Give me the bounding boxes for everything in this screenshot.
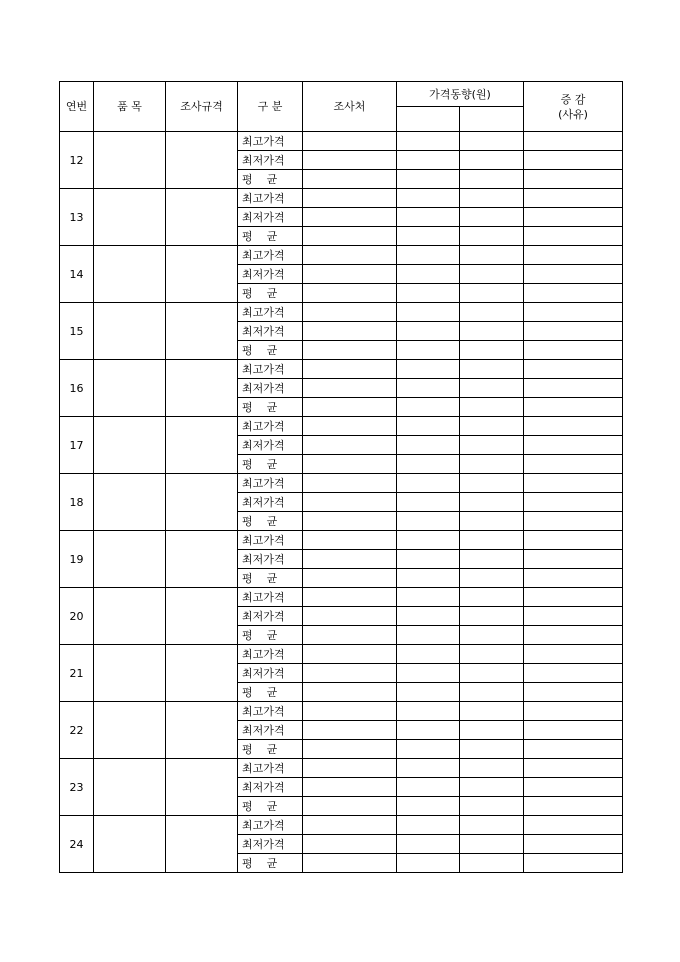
spec-cell[interactable]: [166, 417, 238, 474]
header-item: 품 목: [94, 82, 166, 132]
change-cell[interactable]: [524, 721, 623, 740]
price-trend-cell-1[interactable]: [397, 284, 460, 303]
item-cell[interactable]: [94, 303, 166, 360]
price-kind-label: 평 균: [238, 284, 303, 303]
price-trend-cell-1[interactable]: [397, 360, 460, 379]
price-trend-cell-1[interactable]: [397, 512, 460, 531]
price-trend-cell-1[interactable]: [397, 493, 460, 512]
price-trend-cell-1[interactable]: [397, 797, 460, 816]
header-change-reason: (사유): [558, 107, 588, 121]
price-trend-cell-2[interactable]: [460, 284, 524, 303]
survey-place-cell[interactable]: [303, 455, 397, 474]
survey-place-cell[interactable]: [303, 702, 397, 721]
survey-place-cell[interactable]: [303, 227, 397, 246]
price-trend-cell-1[interactable]: [397, 455, 460, 474]
table-row: [60, 189, 623, 208]
price-trend-cell-2[interactable]: [460, 455, 524, 474]
price-trend-cell-1[interactable]: [397, 379, 460, 398]
change-cell[interactable]: [524, 417, 623, 436]
spec-cell[interactable]: [166, 246, 238, 303]
price-trend-cell-2[interactable]: [460, 493, 524, 512]
price-trend-cell-1[interactable]: [397, 436, 460, 455]
price-kind-label: 최고가격: [238, 645, 303, 664]
price-trend-cell-1[interactable]: [397, 246, 460, 265]
spec-cell[interactable]: [166, 303, 238, 360]
price-trend-cell-2[interactable]: [460, 379, 524, 398]
survey-place-cell[interactable]: [303, 512, 397, 531]
price-kind-label: 최저가격: [238, 778, 303, 797]
price-kind-label: 평 균: [238, 512, 303, 531]
survey-place-cell[interactable]: [303, 246, 397, 265]
price-trend-cell-2[interactable]: [460, 341, 524, 360]
change-cell[interactable]: [524, 569, 623, 588]
survey-place-cell[interactable]: [303, 835, 397, 854]
price-trend-cell-2[interactable]: [460, 322, 524, 341]
price-trend-cell-1[interactable]: [397, 303, 460, 322]
price-trend-cell-1[interactable]: [397, 626, 460, 645]
change-cell[interactable]: [524, 702, 623, 721]
price-trend-cell-2[interactable]: [460, 170, 524, 189]
price-trend-cell-1[interactable]: [397, 816, 460, 835]
price-trend-cell-1[interactable]: [397, 151, 460, 170]
table-row: [60, 417, 623, 436]
price-trend-cell-2[interactable]: [460, 246, 524, 265]
price-trend-cell-1[interactable]: [397, 607, 460, 626]
item-cell[interactable]: [94, 645, 166, 702]
spec-cell[interactable]: [166, 759, 238, 816]
price-trend-cell-2[interactable]: [460, 569, 524, 588]
price-kind-label: 최고가격: [238, 588, 303, 607]
price-kind-label: 평 균: [238, 740, 303, 759]
serial-number-cell: 21: [60, 645, 94, 702]
change-cell[interactable]: [524, 626, 623, 645]
item-cell[interactable]: [94, 189, 166, 246]
price-trend-cell-2[interactable]: [460, 265, 524, 284]
item-cell[interactable]: [94, 702, 166, 759]
change-cell[interactable]: [524, 436, 623, 455]
price-trend-cell-2[interactable]: [460, 512, 524, 531]
price-kind-label: 평 균: [238, 626, 303, 645]
price-trend-cell-1[interactable]: [397, 531, 460, 550]
table-row: [60, 303, 623, 322]
survey-place-cell[interactable]: [303, 588, 397, 607]
price-kind-label: 최고가격: [238, 816, 303, 835]
survey-place-cell[interactable]: [303, 778, 397, 797]
price-kind-label: 평 균: [238, 398, 303, 417]
spec-cell[interactable]: [166, 588, 238, 645]
price-trend-cell-1[interactable]: [397, 398, 460, 417]
survey-place-cell[interactable]: [303, 569, 397, 588]
change-cell[interactable]: [524, 189, 623, 208]
price-trend-cell-2[interactable]: [460, 151, 524, 170]
table-row: [60, 588, 623, 607]
price-kind-label: 최저가격: [238, 436, 303, 455]
price-kind-label: 최저가격: [238, 151, 303, 170]
price-kind-label: 평 균: [238, 170, 303, 189]
price-trend-cell-2[interactable]: [460, 474, 524, 493]
survey-place-cell[interactable]: [303, 683, 397, 702]
change-cell[interactable]: [524, 797, 623, 816]
change-cell[interactable]: [524, 778, 623, 797]
serial-number-cell: 17: [60, 417, 94, 474]
price-kind-label: 최고가격: [238, 417, 303, 436]
survey-place-cell[interactable]: [303, 816, 397, 835]
price-trend-cell-1[interactable]: [397, 322, 460, 341]
serial-number-cell: 18: [60, 474, 94, 531]
price-kind-label: 평 균: [238, 341, 303, 360]
change-cell[interactable]: [524, 398, 623, 417]
price-kind-label: 최고가격: [238, 246, 303, 265]
serial-number-cell: 23: [60, 759, 94, 816]
survey-place-cell[interactable]: [303, 322, 397, 341]
change-cell[interactable]: [524, 759, 623, 778]
price-trend-cell-1[interactable]: [397, 683, 460, 702]
survey-place-cell[interactable]: [303, 721, 397, 740]
spec-cell[interactable]: [166, 702, 238, 759]
survey-place-cell[interactable]: [303, 379, 397, 398]
price-kind-label: 최저가격: [238, 607, 303, 626]
spec-cell[interactable]: [166, 474, 238, 531]
survey-place-cell[interactable]: [303, 284, 397, 303]
header-price-trend: 가격동향(원): [397, 82, 524, 107]
serial-number-cell: 15: [60, 303, 94, 360]
survey-place-cell[interactable]: [303, 170, 397, 189]
header-change: [524, 82, 623, 132]
change-cell[interactable]: [524, 683, 623, 702]
price-kind-label: 최고가격: [238, 132, 303, 151]
survey-place-cell[interactable]: [303, 607, 397, 626]
survey-place-cell[interactable]: [303, 132, 397, 151]
price-trend-cell-1[interactable]: [397, 740, 460, 759]
price-trend-cell-1[interactable]: [397, 417, 460, 436]
item-cell[interactable]: [94, 759, 166, 816]
change-cell[interactable]: [524, 512, 623, 531]
change-cell[interactable]: [524, 588, 623, 607]
price-kind-label: 최저가격: [238, 550, 303, 569]
price-trend-cell-1[interactable]: [397, 702, 460, 721]
price-trend-cell-2[interactable]: [460, 702, 524, 721]
spec-cell[interactable]: [166, 189, 238, 246]
change-cell[interactable]: [524, 284, 623, 303]
survey-place-cell[interactable]: [303, 417, 397, 436]
change-cell[interactable]: [524, 208, 623, 227]
change-cell[interactable]: [524, 816, 623, 835]
survey-place-cell[interactable]: [303, 664, 397, 683]
price-trend-cell-1[interactable]: [397, 550, 460, 569]
price-trend-cell-2[interactable]: [460, 835, 524, 854]
spec-cell[interactable]: [166, 531, 238, 588]
price-kind-label: 평 균: [238, 854, 303, 873]
change-cell[interactable]: [524, 379, 623, 398]
price-kind-label: 평 균: [238, 455, 303, 474]
price-trend-cell-2[interactable]: [460, 854, 524, 873]
change-cell[interactable]: [524, 531, 623, 550]
price-trend-cell-2[interactable]: [460, 227, 524, 246]
price-trend-cell-2[interactable]: [460, 816, 524, 835]
change-cell[interactable]: [524, 227, 623, 246]
survey-place-cell[interactable]: [303, 493, 397, 512]
price-kind-label: 최고가격: [238, 474, 303, 493]
price-trend-cell-1[interactable]: [397, 664, 460, 683]
header-category: 구 분: [238, 82, 303, 132]
change-cell[interactable]: [524, 550, 623, 569]
serial-number-cell: 14: [60, 246, 94, 303]
change-cell[interactable]: [524, 151, 623, 170]
price-trend-cell-2[interactable]: [460, 189, 524, 208]
item-cell[interactable]: [94, 474, 166, 531]
table-row: [60, 759, 623, 778]
price-trend-cell-2[interactable]: [460, 683, 524, 702]
change-cell[interactable]: [524, 474, 623, 493]
price-trend-cell-2[interactable]: [460, 398, 524, 417]
price-trend-cell-2[interactable]: [460, 208, 524, 227]
spec-cell[interactable]: [166, 360, 238, 417]
price-trend-cell-2[interactable]: [460, 588, 524, 607]
header-change-label: 증 감: [560, 92, 586, 106]
price-trend-cell-1[interactable]: [397, 778, 460, 797]
price-kind-label: 최저가격: [238, 379, 303, 398]
survey-place-cell[interactable]: [303, 398, 397, 417]
price-trend-cell-1[interactable]: [397, 227, 460, 246]
spec-cell[interactable]: [166, 816, 238, 873]
survey-place-cell[interactable]: [303, 531, 397, 550]
survey-place-cell[interactable]: [303, 474, 397, 493]
table-row: [60, 132, 623, 151]
price-trend-cell-2[interactable]: [460, 360, 524, 379]
survey-place-cell[interactable]: [303, 208, 397, 227]
table-row: [60, 474, 623, 493]
price-trend-cell-1[interactable]: [397, 721, 460, 740]
change-cell[interactable]: [524, 303, 623, 322]
item-cell[interactable]: [94, 246, 166, 303]
change-cell[interactable]: [524, 322, 623, 341]
price-trend-cell-1[interactable]: [397, 474, 460, 493]
price-kind-label: 최저가격: [238, 322, 303, 341]
survey-place-cell[interactable]: [303, 360, 397, 379]
serial-number-cell: 19: [60, 531, 94, 588]
price-trend-cell-1[interactable]: [397, 208, 460, 227]
serial-number-cell: 12: [60, 132, 94, 189]
serial-number-cell: 20: [60, 588, 94, 645]
price-kind-label: 최저가격: [238, 835, 303, 854]
price-trend-cell-1[interactable]: [397, 569, 460, 588]
serial-number-cell: 16: [60, 360, 94, 417]
price-kind-label: 최저가격: [238, 208, 303, 227]
change-cell[interactable]: [524, 132, 623, 151]
table-row: [60, 702, 623, 721]
table-row: [60, 246, 623, 265]
price-trend-cell-1[interactable]: [397, 645, 460, 664]
price-trend-cell-2[interactable]: [460, 417, 524, 436]
survey-place-cell[interactable]: [303, 265, 397, 284]
table-body: [60, 132, 623, 873]
change-cell[interactable]: [524, 170, 623, 189]
survey-place-cell[interactable]: [303, 189, 397, 208]
price-kind-label: 최저가격: [238, 493, 303, 512]
price-trend-cell-2[interactable]: [460, 740, 524, 759]
header-serial: 연번: [60, 82, 94, 132]
price-trend-cell-1[interactable]: [397, 835, 460, 854]
header-survey-place: 조사처: [303, 82, 397, 132]
survey-place-cell[interactable]: [303, 151, 397, 170]
table-row: [60, 531, 623, 550]
change-cell[interactable]: [524, 854, 623, 873]
price-kind-label: 평 균: [238, 569, 303, 588]
price-trend-cell-2[interactable]: [460, 759, 524, 778]
table-row: [60, 816, 623, 835]
survey-place-cell[interactable]: [303, 645, 397, 664]
item-cell[interactable]: [94, 132, 166, 189]
price-kind-label: 평 균: [238, 683, 303, 702]
change-cell[interactable]: [524, 740, 623, 759]
item-cell[interactable]: [94, 417, 166, 474]
price-trend-cell-2[interactable]: [460, 132, 524, 151]
header-price-trend-col-2: [460, 107, 524, 132]
price-trend-cell-2[interactable]: [460, 645, 524, 664]
change-cell[interactable]: [524, 246, 623, 265]
price-trend-cell-1[interactable]: [397, 759, 460, 778]
price-trend-cell-2[interactable]: [460, 303, 524, 322]
price-trend-cell-1[interactable]: [397, 588, 460, 607]
price-trend-cell-1[interactable]: [397, 854, 460, 873]
price-trend-cell-1[interactable]: [397, 132, 460, 151]
survey-place-cell[interactable]: [303, 797, 397, 816]
change-cell[interactable]: [524, 360, 623, 379]
price-trend-cell-2[interactable]: [460, 797, 524, 816]
header-spec: 조사규격: [166, 82, 238, 132]
price-kind-label: 최고가격: [238, 702, 303, 721]
survey-place-cell[interactable]: [303, 740, 397, 759]
serial-number-cell: 24: [60, 816, 94, 873]
serial-number-cell: 22: [60, 702, 94, 759]
survey-place-cell[interactable]: [303, 341, 397, 360]
change-cell[interactable]: [524, 341, 623, 360]
change-cell[interactable]: [524, 835, 623, 854]
price-kind-label: 최고가격: [238, 531, 303, 550]
price-trend-cell-2[interactable]: [460, 626, 524, 645]
price-kind-label: 최고가격: [238, 303, 303, 322]
price-kind-label: 최고가격: [238, 360, 303, 379]
price-kind-label: 최저가격: [238, 664, 303, 683]
change-cell[interactable]: [524, 265, 623, 284]
price-trend-cell-2[interactable]: [460, 436, 524, 455]
survey-place-cell[interactable]: [303, 436, 397, 455]
header-price-trend-col-1: [397, 107, 460, 132]
price-kind-label: 최고가격: [238, 759, 303, 778]
price-trend-cell-2[interactable]: [460, 664, 524, 683]
price-kind-label: 최저가격: [238, 721, 303, 740]
item-cell[interactable]: [94, 816, 166, 873]
price-kind-label: 평 균: [238, 227, 303, 246]
table-row: [60, 360, 623, 379]
change-cell[interactable]: [524, 645, 623, 664]
change-cell[interactable]: [524, 455, 623, 474]
price-trend-cell-1[interactable]: [397, 265, 460, 284]
change-cell[interactable]: [524, 664, 623, 683]
spec-cell[interactable]: [166, 645, 238, 702]
price-trend-cell-1[interactable]: [397, 341, 460, 360]
price-survey-table: [59, 81, 623, 873]
price-trend-cell-2[interactable]: [460, 721, 524, 740]
price-trend-cell-1[interactable]: [397, 170, 460, 189]
serial-number-cell: 13: [60, 189, 94, 246]
price-trend-cell-1[interactable]: [397, 189, 460, 208]
table-row: [60, 645, 623, 664]
price-trend-cell-2[interactable]: [460, 778, 524, 797]
spec-cell[interactable]: [166, 132, 238, 189]
item-cell[interactable]: [94, 360, 166, 417]
survey-place-cell[interactable]: [303, 626, 397, 645]
item-cell[interactable]: [94, 588, 166, 645]
survey-place-cell[interactable]: [303, 854, 397, 873]
price-kind-label: 평 균: [238, 797, 303, 816]
survey-place-cell[interactable]: [303, 550, 397, 569]
price-trend-cell-2[interactable]: [460, 607, 524, 626]
item-cell[interactable]: [94, 531, 166, 588]
survey-place-cell[interactable]: [303, 759, 397, 778]
survey-place-cell[interactable]: [303, 303, 397, 322]
change-cell[interactable]: [524, 493, 623, 512]
change-cell[interactable]: [524, 607, 623, 626]
price-trend-cell-2[interactable]: [460, 531, 524, 550]
price-kind-label: 최저가격: [238, 265, 303, 284]
price-kind-label: 최고가격: [238, 189, 303, 208]
price-trend-cell-2[interactable]: [460, 550, 524, 569]
